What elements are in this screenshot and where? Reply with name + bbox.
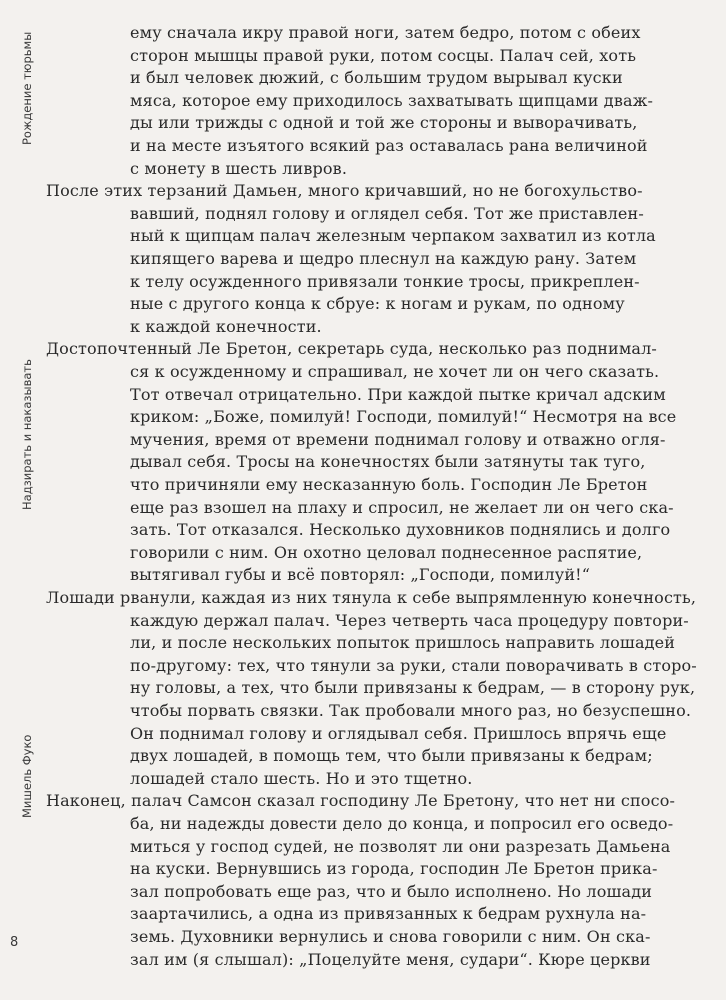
text-line: вытягивал губы и всё повторял: „Господи, помилуй!“ bbox=[130, 565, 591, 585]
text-line: ды или трижды с одной и той же стороны и выворачивать, bbox=[130, 113, 638, 133]
text-line: по-другому: тех, что тянули за руки, стали поворачивать в сторо- bbox=[130, 655, 697, 675]
text-line: ба, ни надежды довести дело до конца, и попросил его осведо- bbox=[130, 814, 674, 833]
text-line: лошадей стало шесть. Но и это тщетно. bbox=[130, 768, 473, 788]
text-line: кипящего варева и щедро плеснул на каждую рану. Затем bbox=[130, 249, 637, 268]
text-line: ся к осужденному и спрашивал, не хочет ли он чего сказать. bbox=[130, 362, 660, 381]
text-line: зал попробовать еще раз, что и было исполнено. Но лошади bbox=[130, 881, 653, 901]
text-line: и был человек дюжий, с большим трудом вырывал куски bbox=[130, 68, 623, 88]
text-line: зать. Тот отказался. Несколько духовников поднялись и долго bbox=[130, 520, 671, 540]
text-line: говорили с ним. Он охотно целовал поднесенное распятие, bbox=[130, 542, 643, 562]
text-line: Он поднимал голову и оглядывал себя. Пришлось впрячь еще bbox=[130, 723, 667, 743]
text-line: чтобы порвать связки. Так пробовали много раз, но безуспешно. bbox=[130, 701, 692, 720]
text-line: Тот отвечал отрицательно. При каждой пытке кричал адским bbox=[130, 384, 666, 404]
text-line: мучения, время от времени поднимал голову и отважно огля- bbox=[130, 429, 666, 449]
text-line: миться у господ судей, не позволят ли они разрезать Дамьена bbox=[130, 836, 671, 856]
text-line: каждую держал палач. Через четверть часа процедуру повтори- bbox=[130, 610, 689, 630]
text-line: земь. Духовники вернулись и снова говорили с ним. Он ска- bbox=[130, 927, 651, 946]
text-line: сторон мышцы правой руки, потом сосцы. Палач сей, хоть bbox=[130, 45, 637, 65]
text-line: что причиняли ему несказанную боль. Господин Ле Бретон bbox=[130, 475, 648, 494]
text-line: вавший, поднял голову и оглядел себя. Тот же приставлен- bbox=[130, 203, 644, 223]
text-line: мяса, которое ему приходилось захватывать щипцами дваж- bbox=[130, 90, 654, 110]
running-head-section-title: Надзирать и наказывать bbox=[20, 359, 34, 510]
text-line: ные с другого конца к сбруе: к ногам и рукам, по одному bbox=[130, 294, 625, 314]
text-line: После этих терзаний Дамьен, много кричавший, но не богохульство- bbox=[46, 181, 643, 201]
text-line: Наконец, палач Самсон сказал господину Ле Бретону, что нет ни спосо- bbox=[46, 791, 676, 811]
text-line: ный к щипцам палач железным черпаком захватил из котла bbox=[130, 226, 656, 246]
text-line: ему сначала икру правой ноги, затем бедро, потом с обеих bbox=[130, 23, 641, 42]
text-line: Лошади рванули, каждая из них тянула к себе выпрямленную конечность, bbox=[46, 588, 697, 607]
text-line: Достопочтенный Ле Бретон, секретарь суда, несколько раз поднимал- bbox=[46, 339, 657, 359]
text-line: заартачились, а одна из привязанных к бедрам рухнула на- bbox=[130, 904, 647, 924]
text-line: на куски. Вернувшись из города, господин Ле Бретон прика- bbox=[130, 859, 658, 879]
text-line: ли, и после нескольких попыток пришлось направить лошадей bbox=[130, 633, 676, 653]
text-line: к телу осужденного привязали тонкие тросы, прикреплен- bbox=[130, 271, 640, 291]
running-head-author: Мишель Фуко bbox=[20, 734, 34, 818]
text-line: дывал себя. Тросы на конечностях были затянуты так туго, bbox=[130, 452, 646, 472]
text-line: двух лошадей, в помощь тем, что были привязаны к бедрам; bbox=[130, 746, 653, 766]
text-line: и на месте изъятого всякий раз оставалась рана величиной bbox=[130, 136, 648, 155]
text-line: криком: „Боже, помилуй! Господи, помилуй!“ Несмотря на все bbox=[130, 407, 677, 427]
page-number: 8 bbox=[10, 935, 19, 950]
running-head-book-title: Рождение тюрьмы bbox=[20, 31, 34, 145]
text-line: зал им (я слышал): „Поцелуйте меня, судари“. Кюре церкви bbox=[130, 949, 651, 969]
text-line: ну головы, а тех, что были привязаны к бедрам, — в сторону рук, bbox=[130, 678, 696, 698]
text-line: к каждой конечности. bbox=[130, 316, 322, 336]
text-line: с монету в шесть ливров. bbox=[130, 158, 348, 178]
text-line: еще раз взошел на плаху и спросил, не желает ли он чего ска- bbox=[130, 497, 674, 517]
